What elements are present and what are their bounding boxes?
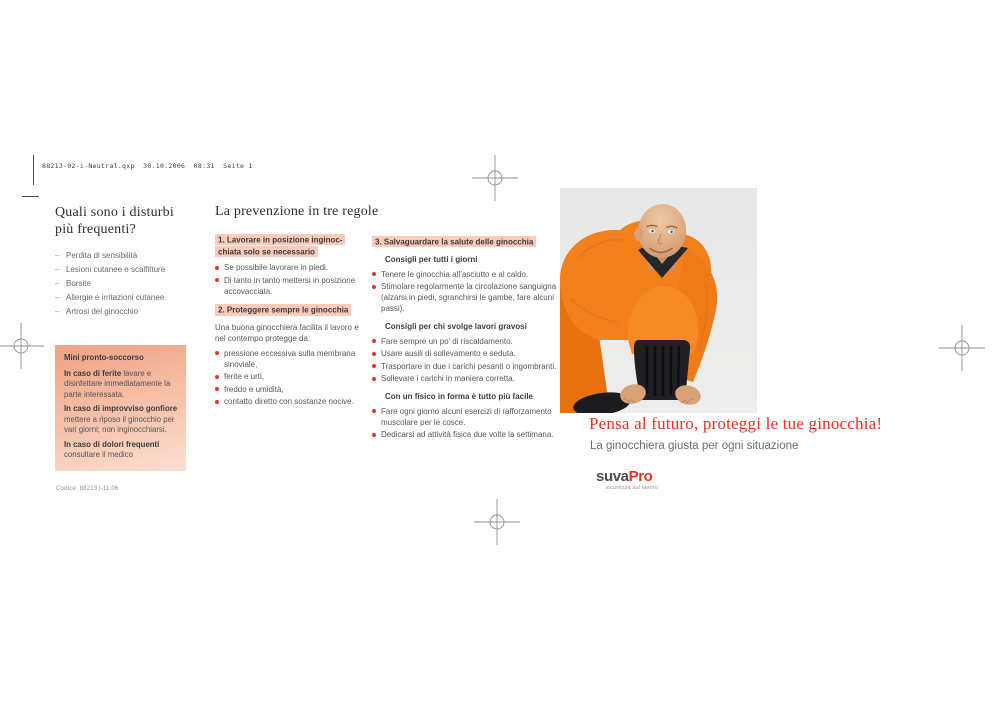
rule3-subtitle: Consigli per tutti i giorni (385, 255, 478, 264)
crop-mark-vertical (33, 155, 34, 185)
first-aid-lead: In caso di ferite (64, 368, 122, 378)
rule3-subtitle: Con un fisico in forma è tutto più facile (385, 392, 534, 401)
symptom-list (55, 250, 191, 317)
registration-mark-bottom (474, 499, 520, 545)
list-item (55, 264, 191, 275)
rule2-bullets (215, 348, 367, 408)
rule2-intro: Una buona ginocchiera facilita il lavoro e nel contempo protegge da: (215, 322, 359, 343)
bullet-text: Di tanto in tanto mettersi in posizione accovacciata. (224, 275, 356, 296)
bullet-icon (372, 272, 376, 276)
registration-mark-right (939, 325, 985, 371)
suvapro-logo (596, 469, 658, 491)
bullet-text: Stimolare regolarmente la circolazione sanguigna (alzarsi in piedi, sgranchirsi le gambe, fare alcuni passi). (381, 282, 557, 313)
bullet-icon (215, 266, 219, 270)
bullet-icon (372, 433, 376, 437)
bullet-item (215, 348, 367, 370)
bullet-icon (372, 409, 376, 413)
bullet-icon (215, 387, 219, 391)
slug-line: 88213-02-i-Neutral.qxp 30.10.2006 08:31 Seite 1 (42, 162, 253, 170)
bullet-item (372, 361, 560, 372)
registration-mark-left (0, 323, 44, 369)
bullet-text: Fare sempre un po’ di riscaldamento. (381, 336, 513, 346)
bullet-text: Se possibile lavorare in piedi. (224, 263, 329, 272)
promo-subtitle: La ginocchiera giusta per ogni situazione (590, 440, 799, 452)
dash-icon: – (55, 279, 60, 288)
registration-mark-top (472, 155, 518, 201)
rule1-title-line1: 1. Lavorare in posizione inginoc- (215, 234, 345, 246)
symptom-text: Borsite (66, 279, 91, 288)
rule1-bullets (215, 262, 367, 297)
list-item (55, 278, 191, 289)
first-aid-rest: lavare e disinfettare immediatamente la parte interessata. (64, 368, 171, 399)
first-aid-lead: In caso di dolori frequenti (64, 439, 160, 449)
bullet-item (215, 371, 367, 382)
worker-photo (560, 188, 757, 413)
disturbi-heading: Quali sono i disturbi più frequenti? (55, 205, 174, 237)
rule3-subtitle: Consigli per chi svolge lavori gravosi (385, 322, 527, 331)
symptom-text: Artrosi del ginocchio (66, 307, 139, 316)
crop-mark-horizontal (22, 196, 39, 197)
rule3-title (372, 236, 560, 248)
bullet-icon (215, 400, 219, 404)
column-salute (372, 236, 560, 447)
list-item (55, 250, 191, 261)
logo-pro: Pro (628, 468, 653, 485)
dash-icon: – (55, 251, 60, 260)
symptom-text: Lesioni cutanee e scalfitture (66, 265, 166, 274)
rule1-title-line2: chiata solo se necessario (215, 246, 318, 258)
first-aid-item (64, 440, 178, 461)
bullet-item (372, 336, 560, 347)
bullet-text: Trasportare in due i carichi pesanti o ingombranti. (381, 361, 557, 371)
bullet-icon (372, 364, 376, 368)
dash-icon: – (55, 307, 60, 316)
bullet-text: ferite e urti, (224, 372, 265, 381)
bullet-icon (215, 278, 219, 282)
rule3-title-text: 3. Salvaguardare la salute delle ginocchia (372, 236, 536, 248)
worker-photo-illustration (560, 188, 757, 413)
symptom-text: Allergie e irritazioni cutanee (66, 293, 165, 302)
logo-tagline: sicurezza sul lavoro (605, 485, 658, 491)
bullet-icon (372, 352, 376, 356)
first-aid-item (64, 369, 178, 401)
bullet-item (372, 348, 560, 359)
suvapro-wordmark (596, 469, 658, 484)
prevenzione-heading: La prevenzione in tre regole (215, 204, 379, 219)
first-aid-box (55, 345, 186, 471)
column-prevenzione (215, 204, 379, 414)
bullet-text: pressione eccessiva sulla membrana sinoviale, (224, 348, 356, 369)
bullet-text: freddo e umidità, (224, 384, 284, 394)
bullet-item (372, 373, 560, 384)
bullet-icon (372, 339, 376, 343)
rule3-bullets (372, 336, 560, 385)
bullet-item (372, 429, 560, 440)
first-aid-lead: In caso di improvviso gonfiore (64, 404, 178, 413)
rule3-bullets (372, 406, 560, 441)
bullet-item (215, 396, 367, 407)
rule2-title (215, 305, 367, 317)
logo-suva: suva (596, 468, 629, 485)
rule2-title-text: 2. Proteggere sempre le ginocchia (215, 304, 351, 316)
rule3-bullets (372, 269, 560, 315)
column-disturbi (55, 204, 191, 320)
first-aid-title: Mini pronto-soccorso (64, 353, 144, 362)
first-aid-item (64, 404, 178, 436)
dash-icon: – (55, 293, 60, 302)
bullet-item (372, 269, 560, 280)
first-aid-rest: mettere a riposo il ginocchio per vari giorni; non inginocchiarsi. (64, 414, 175, 434)
bullet-text: Sollevare i carichi in maniera corretta. (381, 374, 515, 383)
bullet-text: Dedicarsi ad attività fisica due volte la settimana. (381, 430, 554, 439)
bullet-text: contatto diretto con sostanze nocive. (224, 397, 354, 406)
symptom-text: Perdita di sensibilità (66, 251, 138, 260)
bullet-icon (215, 375, 219, 379)
first-aid-rest: consultare il medico (64, 450, 133, 459)
bullet-icon (215, 351, 219, 355)
dash-icon: – (55, 265, 60, 274)
bullet-item (372, 281, 560, 314)
rule1-title (215, 234, 367, 258)
bullet-icon (372, 285, 376, 289)
bullet-item (372, 406, 560, 428)
list-item (55, 292, 191, 303)
list-item (55, 306, 191, 317)
promo-title: Pensa al futuro, proteggi le tue ginocchia! (589, 414, 883, 433)
bullet-text: Tenere le ginocchia all’asciutto e al caldo. (381, 269, 529, 279)
bullet-item (215, 275, 367, 297)
code-label: Codice: 88213.i-11.06 (56, 486, 119, 492)
bullet-text: Usare ausili di sollevamento e seduta. (381, 349, 516, 358)
bullet-text: Fare ogni giorno alcuni esercizi di rafforzamento muscolare per le cosce. (381, 406, 552, 427)
bullet-item (215, 262, 367, 273)
bullet-item (215, 384, 367, 395)
bullet-icon (372, 377, 376, 381)
